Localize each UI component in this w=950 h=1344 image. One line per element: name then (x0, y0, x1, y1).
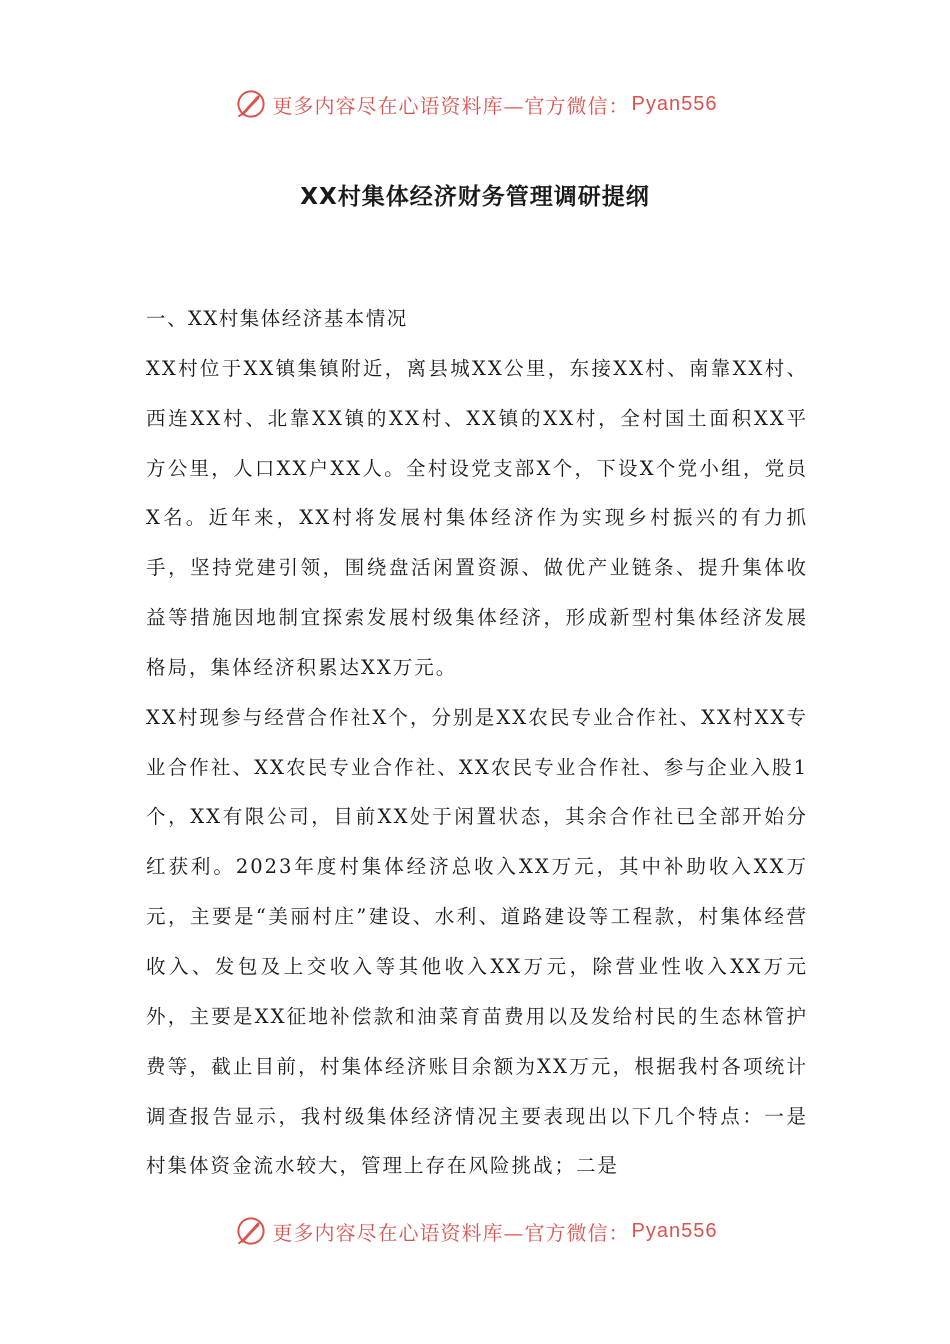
pen-logo-icon (233, 1213, 269, 1249)
watermark-text: 更多内容尽在心语资料库—官方微信： (272, 1220, 630, 1245)
paragraph: XX村现参与经营合作社X个，分别是XX农民专业合作社、XX村XX专业合作社、XX农民专业合作社、XX农民专业合作社、参与企业入股1个，XX有限公司，目前XX处于闲置状态，其余合作社已全部开始分红获利。2023年度村集体经济总收入XX万元，其中补助收入XX万元，主要是“美丽村庄”建设、水利、道路建设等工程款，村集体经营收入、发包及上交收入等其他收入XX万元，除营业性收入XX万元外，主要是XX征地补偿款和油菜育苗费用以及发给村民的生态林管护费等，截止目前，村集体经济账目余额为XX万元，根据我村各项统计调查报告显示，我村级集体经济情况主要表现出以下几个特点：一是村集体资金流水较大，管理上存在风险挑战；二是 (146, 705, 808, 1178)
paragraph: XX村位于XX镇集镇附近，离县城XX公里，东接XX村、南靠XX村、西连XX村、北靠XX镇的XX村、XX镇的XX村，全村国土面积XX平方公里，人口XX户XX人。全村设党支部X个，下设X个党小组，党员X名。近年来，XX村将发展村集体经济作为实现乡村振兴的有力抓手，坚持党建引领，围绕盘活闲置资源、做优产业链条、提升集体收益等措施因地制宜探索发展村级集体经济，形成新型村集体经济发展格局，集体经济积累达XX万元。 (146, 356, 808, 679)
watermark-banner-bottom (0, 1211, 950, 1251)
section-heading: 一、XX村集体经济基本情况 (146, 307, 408, 330)
pen-logo-icon (233, 86, 269, 122)
document-body (146, 294, 808, 1191)
watermark-text: 更多内容尽在心语资料库—官方微信： (272, 93, 630, 118)
watermark-banner-top (0, 84, 950, 124)
watermark-handle: Pyan556 (631, 1219, 718, 1242)
document-title: XX村集体经济财务管理调研提纲 (300, 184, 650, 210)
watermark-handle: Pyan556 (631, 92, 718, 115)
